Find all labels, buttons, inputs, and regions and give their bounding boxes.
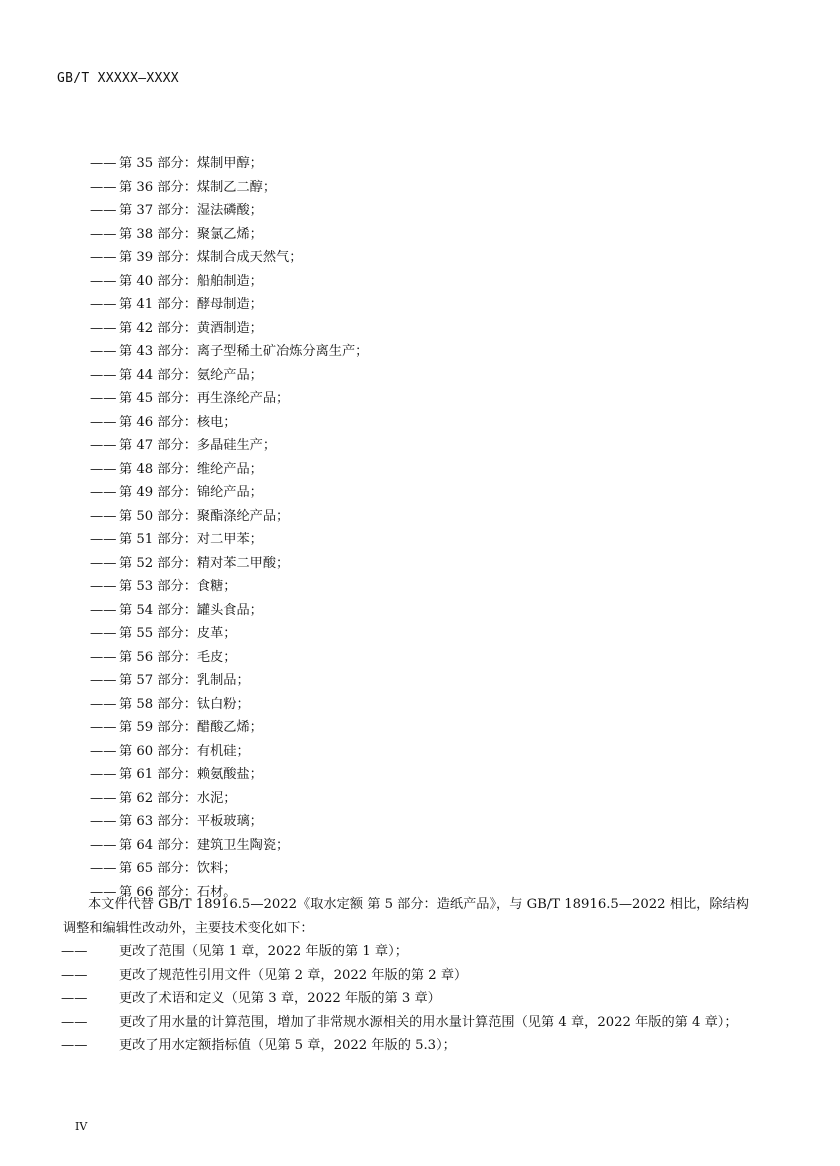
list-dash: —— <box>90 438 117 453</box>
list-dash: —— <box>61 1014 88 1030</box>
list-dash: —— <box>90 579 117 594</box>
part-title: 第 52 部分：精对苯二甲酸； <box>119 555 290 571</box>
list-dash: —— <box>90 673 117 688</box>
list-dash: —— <box>90 532 117 547</box>
list-dash: —— <box>90 226 117 242</box>
change-item <box>61 1011 754 1035</box>
list-item <box>90 740 368 764</box>
list-item <box>90 411 368 435</box>
list-dash: —— <box>90 767 117 782</box>
part-title: 第 64 部分：建筑卫生陶瓷； <box>119 837 290 853</box>
list-item <box>90 340 368 364</box>
list-item <box>90 575 368 599</box>
list-item <box>90 199 368 223</box>
list-dash: —— <box>90 461 117 477</box>
list-item <box>90 481 368 505</box>
part-title: 第 51 部分：对二甲苯； <box>119 532 263 547</box>
list-dash: —— <box>90 367 117 383</box>
part-title: 第 39 部分：煤制合成天然气； <box>119 250 303 265</box>
list-item <box>90 716 368 740</box>
list-dash: —— <box>61 991 88 1006</box>
part-title: 第 44 部分：氨纶产品； <box>119 367 263 383</box>
list-dash: —— <box>90 790 117 806</box>
page-number: IV <box>75 1120 88 1133</box>
part-title: 第 50 部分：聚酯涤纶产品； <box>119 508 290 524</box>
list-dash: —— <box>90 250 117 265</box>
part-title: 第 65 部分：饮料； <box>119 861 237 876</box>
change-item <box>61 964 754 988</box>
list-item <box>90 787 368 811</box>
list-dash: —— <box>90 743 117 759</box>
list-dash: —— <box>90 344 117 359</box>
part-title: 第 55 部分：皮革； <box>119 626 237 641</box>
list-item <box>90 270 368 294</box>
change-item <box>61 940 754 964</box>
list-item <box>90 599 368 623</box>
list-dash: —— <box>90 203 117 218</box>
list-dash: —— <box>90 414 117 430</box>
list-dash: —— <box>90 696 117 712</box>
list-item <box>90 669 368 693</box>
list-item <box>90 763 368 787</box>
change-text: 更改了用水定额指标值（见第 5 章，2022 年版的 5.3）； <box>119 1038 456 1053</box>
part-title: 第 47 部分：多晶硅生产； <box>119 438 277 453</box>
list-item <box>90 223 368 247</box>
part-title: 第 62 部分：水泥； <box>119 790 237 806</box>
list-dash: —— <box>90 649 117 665</box>
list-dash: —— <box>90 297 117 312</box>
part-title: 第 36 部分：煤制乙二醇； <box>119 179 277 195</box>
replacement-paragraph: 本文件代替 GB/T 18916.5—2022《取水定额 第 5 部分：造纸产品》，与 GB/T 18916.5—2022 相比，除结构调整和编辑性改动外，主要技术变化如下： <box>63 897 749 936</box>
list-item <box>90 552 368 576</box>
part-title: 第 46 部分：核电； <box>119 414 237 430</box>
change-item <box>61 987 754 1011</box>
list-item <box>90 434 368 458</box>
list-dash: —— <box>90 179 117 195</box>
list-item <box>90 857 368 881</box>
list-item <box>90 152 368 176</box>
part-title: 第 60 部分：有机硅； <box>119 743 250 759</box>
change-text: 更改了用水量的计算范围，增加了非常规水源相关的用水量计算范围（见第 4 章，2022 年版的第 4 章）； <box>119 1014 738 1030</box>
list-dash: —— <box>90 555 117 571</box>
part-title: 第 49 部分：锦纶产品； <box>119 485 263 500</box>
list-dash: —— <box>90 720 117 735</box>
list-item <box>90 317 368 341</box>
part-title: 第 59 部分：醋酸乙烯； <box>119 720 263 735</box>
part-title: 第 61 部分：赖氨酸盐； <box>119 767 263 782</box>
change-text: 更改了范围（见第 1 章，2022 年版的第 1 章）； <box>119 944 408 959</box>
list-item <box>90 622 368 646</box>
list-dash: —— <box>90 273 117 289</box>
list-dash: —— <box>90 837 117 853</box>
part-title: 第 57 部分：乳制品； <box>119 673 250 688</box>
list-dash: —— <box>90 156 117 171</box>
part-title: 第 54 部分：罐头食品； <box>119 602 263 618</box>
change-item <box>61 1034 754 1058</box>
list-dash: —— <box>61 1038 88 1053</box>
part-title: 第 63 部分：平板玻璃； <box>119 814 263 829</box>
list-item <box>90 246 368 270</box>
list-dash: —— <box>90 508 117 524</box>
list-item <box>90 387 368 411</box>
list-dash: —— <box>90 320 117 336</box>
list-item <box>90 505 368 529</box>
list-dash: —— <box>90 391 117 406</box>
part-title: 第 40 部分：船舶制造； <box>119 273 263 289</box>
part-title: 第 35 部分：煤制甲醇； <box>119 156 263 171</box>
list-item <box>90 834 368 858</box>
part-title: 第 53 部分：食糖； <box>119 579 237 594</box>
list-item <box>90 528 368 552</box>
part-title: 第 37 部分：湿法磷酸； <box>119 203 263 218</box>
list-dash: —— <box>90 626 117 641</box>
list-dash: —— <box>90 814 117 829</box>
document-code-header: GB/T XXXXX—XXXX <box>57 71 179 86</box>
list-item <box>90 176 368 200</box>
parts-list <box>90 152 368 904</box>
list-dash: —— <box>61 967 88 983</box>
list-item <box>90 364 368 388</box>
changes-list <box>61 940 754 1058</box>
part-title: 第 66 部分：石材。 <box>119 884 237 900</box>
list-dash: —— <box>61 944 88 959</box>
list-item <box>90 693 368 717</box>
list-item <box>90 293 368 317</box>
part-title: 第 58 部分：钛白粉； <box>119 696 250 712</box>
list-item <box>90 810 368 834</box>
change-text: 更改了规范性引用文件（见第 2 章，2022 年版的第 2 章） <box>119 967 468 983</box>
part-title: 第 48 部分：维纶产品； <box>119 461 263 477</box>
part-title: 第 43 部分：离子型稀土矿冶炼分离生产； <box>119 344 369 359</box>
part-title: 第 41 部分：酵母制造； <box>119 297 263 312</box>
part-title: 第 45 部分：再生涤纶产品； <box>119 391 290 406</box>
list-dash: —— <box>90 884 117 900</box>
list-dash: —— <box>90 861 117 876</box>
list-dash: —— <box>90 485 117 500</box>
list-item <box>90 646 368 670</box>
list-item <box>90 458 368 482</box>
change-text: 更改了术语和定义（见第 3 章，2022 年版的第 3 章） <box>119 991 441 1006</box>
part-title: 第 42 部分：黄酒制造； <box>119 320 263 336</box>
part-title: 第 56 部分：毛皮； <box>119 649 237 665</box>
part-title: 第 38 部分：聚氯乙烯； <box>119 226 263 242</box>
list-dash: —— <box>90 602 117 618</box>
